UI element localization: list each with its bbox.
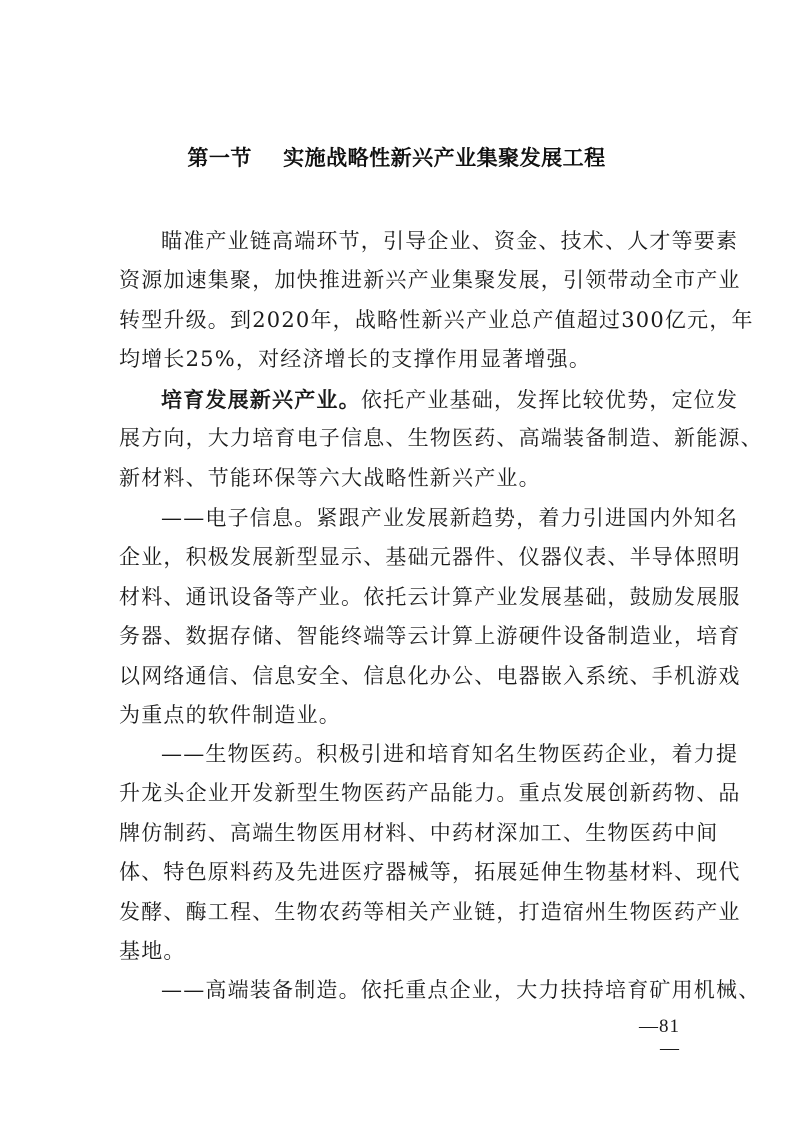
text-line: 转型升级。到2020年，战略性新兴产业总产值超过300亿元，年: [119, 307, 754, 332]
text-line: 发酵、酶工程、生物农药等相关产业链，打造宿州生物医药产业: [119, 899, 741, 924]
text-line: 均增长25%，对经济增长的支撑作用显著增强。: [119, 347, 592, 372]
text-line: ——高端装备制造。依托重点企业，大力扶持培育矿用机械、: [161, 978, 761, 1002]
text-line: 瞄准产业链高端环节，引导企业、资金、技术、人才等要素: [161, 229, 739, 253]
section-title: 第一节 实施战略性新兴产业集聚发展工程: [187, 146, 606, 170]
text-line: ——生物医药。积极引进和培育知名生物医药企业，着力提: [161, 742, 739, 766]
paragraph-electronics: [119, 499, 741, 735]
text-line: 以网络通信、信息安全、信息化办公、电器嵌入系统、手机游戏: [119, 663, 741, 688]
text-line: ——电子信息。紧跟产业发展新趋势，着力引进国内外知名: [161, 506, 739, 530]
text-line: [119, 380, 739, 419]
text-line: 为重点的软件制造业。: [119, 702, 341, 727]
text-line: 基地。: [119, 938, 186, 963]
paragraph-goal: [119, 222, 754, 380]
text-line: 牌仿制药、高端生物医用材料、中药材深加工、生物医药中间: [119, 820, 719, 845]
paragraph-lead: 培育发展新兴产业。: [161, 387, 361, 412]
text-run: 依托产业基础，发挥比较优势，定位发: [360, 388, 739, 412]
text-line: 务器、数据存储、智能终端等云计算上游硬件设备制造业，培育: [119, 624, 741, 649]
text-line: 升龙头企业开发新型生物医药产品能力。重点发展创新药物、品: [119, 781, 741, 806]
paragraph-biomedicine: [119, 735, 741, 971]
text-line: 资源加速集聚，加快推进新兴产业集聚发展，引领带动全市产业: [119, 268, 741, 293]
paragraph-cultivate: [119, 380, 763, 498]
text-line: 新材料、节能环保等六大战略性新兴产业。: [119, 465, 541, 490]
paragraph-equipment: [119, 971, 761, 1010]
text-line: 体、特色原料药及先进医疗器械等，拓展延伸生物基材料、现代: [119, 860, 741, 885]
text-line: 展方向，大力培育电子信息、生物医药、高端装备制造、新能源、: [119, 426, 763, 451]
page-number: —81—: [639, 1016, 680, 1059]
text-line: 企业，积极发展新型显示、基础元器件、仪器仪表、半导体照明: [119, 545, 741, 570]
text-line: 材料、通讯设备等产业。依托云计算产业发展基础，鼓励发展服: [119, 584, 741, 609]
